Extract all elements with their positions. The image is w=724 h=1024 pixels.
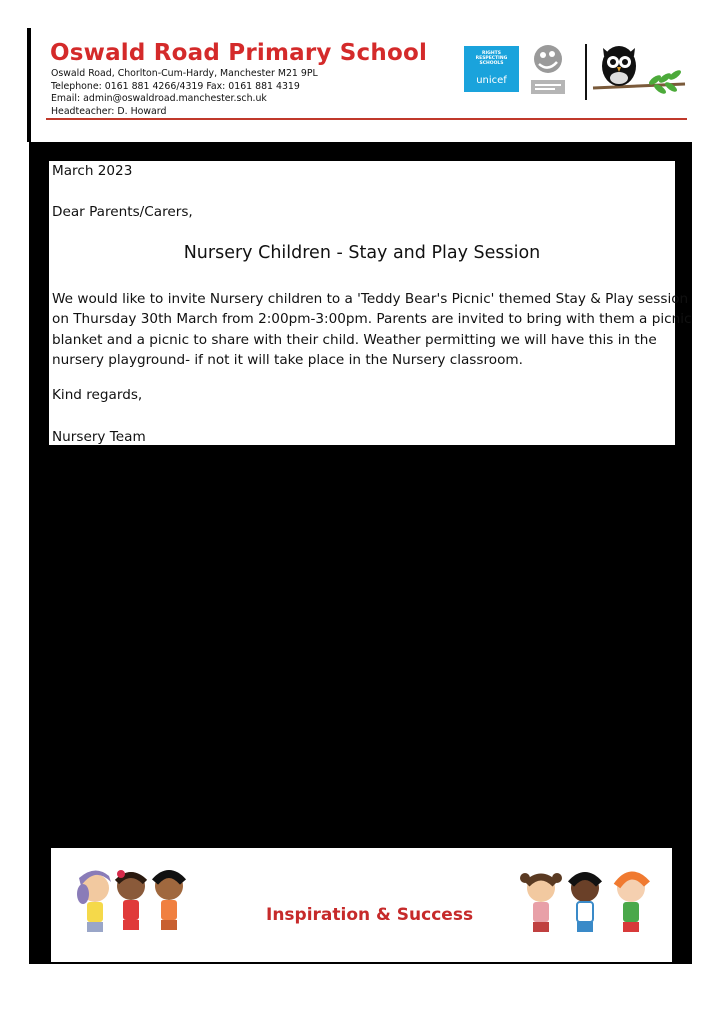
contact-details	[51, 68, 318, 118]
email-line: Email: admin@oswaldroad.manchester.sch.uk	[51, 93, 267, 104]
letter-body-line: on Thursday 30th March from 2:00pm-3:00pm. Parents are invited to bring with them a picnic	[52, 311, 692, 328]
footer-banner	[51, 848, 672, 962]
telephone-line: Telephone: 0161 881 4266/4319 Fax: 0161 881 4319	[51, 80, 300, 92]
owl-on-branch-logo	[585, 42, 687, 102]
address-line: Oswald Road, Chorlton-Cum-Hardy, Manchester M21 9PL	[51, 68, 318, 79]
letter-date: March 2023	[52, 163, 133, 179]
letter-content	[49, 161, 692, 445]
letter-closing: Kind regards,	[52, 387, 143, 403]
letter-title: Nursery Children - Stay and Play Session	[183, 243, 541, 263]
unicef-logo-caption: RIGHTS RESPECTING SCHOOLS	[475, 51, 508, 66]
cartoon-children-left	[65, 864, 205, 948]
letter-body-line: We would like to invite Nursery children to a 'Teddy Bear's Picnic' themed Stay & Play session	[52, 291, 689, 307]
cartoon-children-right	[513, 864, 663, 950]
award-badge-logo	[529, 44, 567, 96]
header-divider	[46, 118, 687, 120]
letter-body-line: blanket and a picnic to share with their child. Weather permitting we will have this in the	[52, 331, 657, 348]
letter-signature: Nursery Team	[52, 429, 146, 445]
unicef-rights-respecting-logo	[464, 46, 519, 92]
unicef-logo-brand: unicef	[476, 75, 507, 86]
school-name: Oswald Road Primary School	[50, 40, 428, 66]
headteacher-line: Headteacher: D. Howard	[51, 105, 167, 117]
school-motto: Inspiration & Success	[266, 905, 474, 925]
letter-greeting: Dear Parents/Carers,	[52, 204, 193, 220]
letter-body	[52, 289, 692, 370]
letter-body-line: nursery playground- if not it will take place in the Nursery classroom.	[52, 351, 523, 368]
letterhead-side-bar	[27, 28, 31, 142]
